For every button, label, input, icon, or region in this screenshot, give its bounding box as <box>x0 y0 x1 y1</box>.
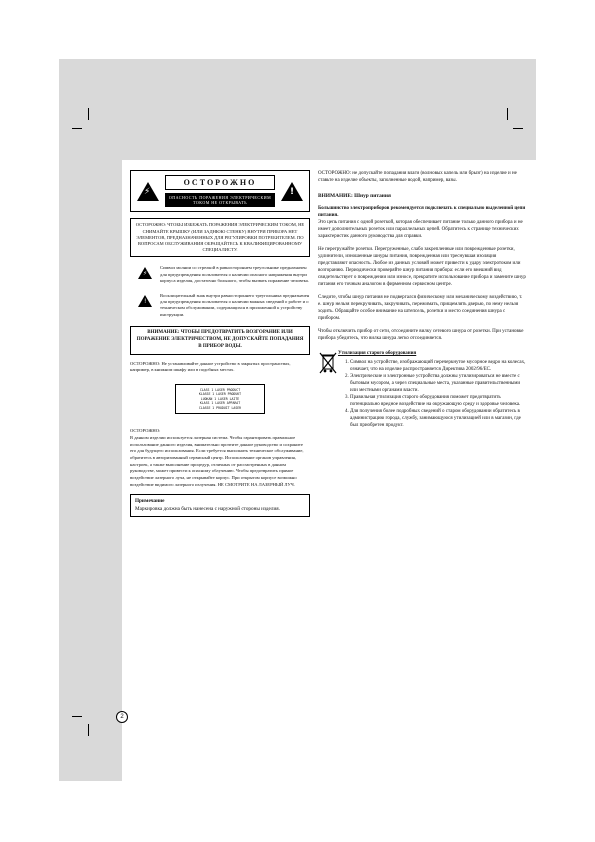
power-cord-p2: Не перегружайте розетки. Перегруженные, слабо закрепленные или поврежденные розетки, удлинители, изношенные шнуры питания, поврежденная или треснувшая изоляция представляют опасность. Любое из данных условий может привести к удару электротоком или возгоранию. Периодически проверяйте шнур питания прибора: если его внешний вид свидетельствует о повреждении или износе, прекратите использование прибора и замените шнур питания его точным аналогом в фирменном сервисном центре. <box>318 247 526 287</box>
lightning-symbol-explanation <box>130 265 310 284</box>
lightning-symbol-text: Символ молнии со стрелкой в равностороннем треугольнике предназначен для предупреждения пользователя о наличии опасного напряжения внутри корпуса изделия, достаточно большого, чтобы вызвать поражение человека. <box>160 265 309 284</box>
list-item: 4. Для получения более подробных сведений о старом оборудовании обратитесь в администрацию города, службу, занимающуюся утилизацией или в магазин, где был приобретен продукт. <box>350 408 526 429</box>
right-column <box>318 170 526 429</box>
laser-caution-head: ОСТОРОЖНО: <box>130 428 161 434</box>
note-head: Примечание <box>135 498 165 505</box>
laser-label-line: KLASS 1 LASER APPARAT <box>199 401 241 406</box>
list-item: 1. Символ на устройстве, изображающий перечеркнутое мусорное ведро на колесах, означает, что на изделие распространяется Директива 2002/96/EC. <box>350 359 526 373</box>
recycle-list <box>338 359 526 429</box>
recycle-heading: Утилизация старого оборудования <box>338 351 417 356</box>
crop-mark <box>513 128 523 129</box>
exclamation-icon: ! <box>138 295 152 307</box>
recycle-section <box>318 350 526 429</box>
crossed-bin-icon <box>318 350 338 374</box>
install-caution-text: ОСТОРОЖНО: Не устанавливайте данное устройство в закрытых пространствах, например, в книжном шкафу или в подобных местах. <box>130 360 291 373</box>
power-cord-heading: ВНИМАНИЕ: Шнур питания <box>318 193 391 199</box>
list-item: 2. Электрические и электронные устройства должны утилизироваться не вместе с бытовым мусором, а через специальные места, указанные правительственными или местными органами власти. <box>350 373 526 394</box>
left-column <box>130 170 310 517</box>
caution-header <box>130 170 310 212</box>
page-number: 2 <box>116 711 128 723</box>
power-cord-p4: Чтобы отключить прибор от сети, отсоедините вилку сетевого шнура от розетки. При установке прибора убедитесь, что вилка шнура легко отсоединяется. <box>318 329 524 341</box>
lightning-icon: ⚡ <box>138 267 152 279</box>
exclamation-symbol-text: Восклицательный знак внутри равностороннего треугольника предназначен для предупреждения пользователя о наличии важных сведений о работе и о техническом обслуживании, содержащихся в приложенной к устройству инструкции. <box>160 292 310 317</box>
laser-label-line: LUOKAN 1 LASER LAITE <box>200 396 240 401</box>
laser-caution <box>130 428 310 488</box>
laser-caution-text: В данном изделии используется лазерная система. Чтобы гарантировать правильное использование данного изделия, внимательно прочтите данное руководство и сохраните его для будущего использования. Если требуется выполнить техническое обслуживание, обратитесь в авторизованный сервисный центр. Использование органов управления, настроек, а также выполнение процедур, отличных от рассмотренных в данном руководстве, может привести к опасному облучению. Чтобы предотвратить прямое воздействие лазерного луча, не открывайте корпус. При открытом корпусе возможно воздействие видимого лазерного излучения. НЕ СМОТРИТЕ НА ЛАЗЕРНЫЙ ЛУЧ. <box>130 434 304 487</box>
exclamation-symbol-explanation <box>130 293 310 319</box>
lightning-warning-icon: ⚡ <box>137 182 159 201</box>
laser-label-line: CLASSE 1 PRODUIT LASER <box>198 405 242 410</box>
laser-product-label <box>175 384 265 414</box>
gray-side-strip <box>59 59 122 781</box>
crop-mark <box>88 724 89 736</box>
exclamation-warning-icon: ! <box>281 182 303 201</box>
crop-mark <box>72 128 82 129</box>
caution-subtitle: ОПАСНОСТЬ ПОРАЖЕНИЯ ЭЛЕКТРИЧЕСКИМ ТОКОМ НЕ ОТКРЫВАТЬ <box>165 193 275 207</box>
power-cord-p3: Следите, чтобы шнур питания не подвергался физическому или механическому воздействию, т. е. шнур нельзя перекручивать, закручивать, пережимать, прищемлять дверью, по нему нельзя ходить. Обращайте особое внимание на штепсель, розетки и место соединения шнура с прибором. <box>318 295 523 321</box>
caution-title: ОСТОРОЖНО <box>165 175 275 190</box>
laser-label-line: KLASSE 1 LASER PRODUKT <box>198 392 242 397</box>
fire-warning-box: ВНИМАНИЕ: ЧТОБЫ ПРЕДОТВРАТИТЬ ВОЗГОРАНИЕ ИЛИ ПОРАЖЕНИЕ ЭЛЕКТРИЧЕСТВОМ, НЕ ДОПУСКАЙТЕ ПОПАДАНИЯ В ПРИБОР ВОДЫ. <box>130 326 310 354</box>
power-cord-p1: Это цепь питания с одной розеткой, которая обеспечивает питание только данного прибора и не имеет дополнительных розеток или параллельных цепей. Обратитесь к странице технических характеристик данного руководства для справки. <box>318 220 523 239</box>
crop-mark <box>507 108 508 120</box>
shock-warning-box: ОСТОРОЖНО: ЧТОБЫ ИЗБЕЖАТЬ ПОРАЖЕНИЯ ЭЛЕКТРИЧЕСКИМ ТОКОМ, НЕ СНИМАЙТЕ КРЫШКУ (ИЛИ ЗАДНЮЮ СТЕНКУ) ВНУТРИ ПРИБОРА НЕТ ЭЛЕМЕНТОВ, ПРЕДНАЗНАЧЕННЫХ ДЛЯ РЕГУЛИРОВКИ ПОТРЕБИТЕЛЕМ. ПО ВОПРОСАМ ОБСЛУЖИВАНИЯ ОБРАЩАЙТЕСЬ К КВАЛИФИЦИРОВАННОМУ СПЕЦИАЛИСТУ. <box>130 218 310 257</box>
power-cord-bold: Большинство электроприборов рекомендуется подключать к специально выделенной цепи питания. <box>318 206 526 218</box>
note-text: Маркировка должна быть нанесена с наружной стороны изделия. <box>135 505 280 512</box>
gray-top-band <box>59 59 536 160</box>
list-item: 3. Правильная утилизация старого оборудования поможет предотвратить потенциально вредное воздействие на окружающую среду и здоровье человека. <box>350 394 526 408</box>
liquid-caution-text: ОСТОРОЖНО: не допускайте попадания влаги (волновых капель или брызг) на изделие и не ставьте на изделие объекты, заполненные водой, например, вазы. <box>318 171 517 183</box>
crop-mark <box>72 716 82 717</box>
laser-label-line: CLASS 1 LASER PRODUCT <box>199 387 241 392</box>
crop-mark <box>88 108 89 120</box>
note-box <box>130 494 310 517</box>
